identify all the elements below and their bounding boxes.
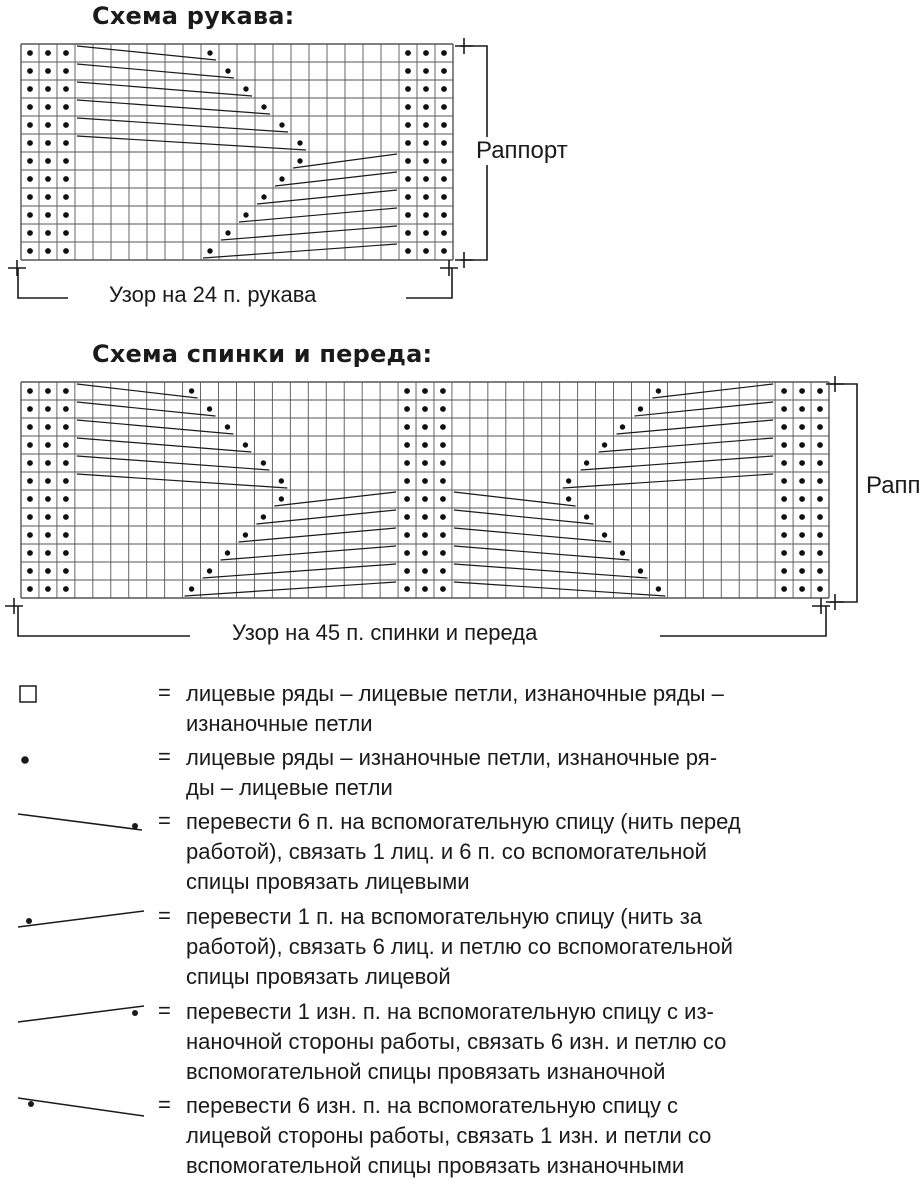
purl-dot [45,532,51,538]
purl-dot [45,586,51,592]
purl-dot [63,50,69,56]
cable-dot [261,194,266,199]
purl-dot [817,568,823,574]
cable-dot [243,442,248,447]
cable-dot [584,460,589,465]
purl-dot [27,158,33,164]
legend-equals: = [158,998,171,1023]
cable-dot [225,424,230,429]
purl-dot [405,140,411,146]
legend-item-purl [0,744,903,800]
purl-dot [27,68,33,74]
cable-left-down-icon [14,1094,154,1120]
cable-dot [207,568,212,573]
purl-dot [440,568,446,574]
purl-dot [817,424,823,430]
purl-dot [404,586,410,592]
purl-dot [405,68,411,74]
purl-dot [45,212,51,218]
cable-cross [77,402,216,416]
purl-dot [799,496,805,502]
sleeve-rapport-label: Раппорт [476,137,568,164]
purl-dot [440,424,446,430]
purl-dot [63,86,69,92]
purl-dot [404,388,410,394]
cable-dot [602,532,607,537]
purl-dot [45,550,51,556]
cable-dot [243,212,248,217]
purl-dot [817,514,823,520]
purl-dot [441,176,447,182]
purl-dot [440,550,446,556]
purl-dot [63,388,69,394]
purl-dot [27,176,33,182]
purl-dot [404,514,410,520]
purl-dot [45,158,51,164]
purl-dot [440,460,446,466]
cable-cross [77,100,270,114]
purl-dot [45,568,51,574]
cable-dot [584,514,589,519]
purl-dot [423,230,429,236]
purl-dot [422,496,428,502]
cable-cross [203,244,397,258]
sleeve-chart-grid [21,44,453,260]
cable-cross [77,456,270,470]
cable-dot [656,388,661,393]
cable-cross [77,64,234,78]
purl-dot [422,532,428,538]
cable-dot [261,104,266,109]
cable-dot [225,68,230,73]
purl-dot [799,424,805,430]
cable-left-up-icon [14,905,154,931]
purl-dot [63,478,69,484]
cable-dot [207,50,212,55]
purl-dot [63,194,69,200]
purl-dot [405,212,411,218]
purl-dot [440,514,446,520]
purl-dot [63,442,69,448]
legend-description: перевести 1 п. на вспомогательную спицу (нить за работой), связать 6 лиц. и петлю со вспомогательной спицы провязать лицевой [186,904,733,989]
purl-dot [27,496,33,502]
purl-dot [423,50,429,56]
legend-equals: = [158,808,171,833]
body-chart-grid [21,382,829,598]
cable-cross [77,118,288,132]
purl-dot [27,514,33,520]
purl-dot [799,388,805,394]
purl-dot [817,442,823,448]
purl-dot [27,442,33,448]
cable-dot [207,248,212,253]
legend-item-knit [0,680,903,736]
purl-dot [441,50,447,56]
legend-description: перевести 6 изн. п. на вспомогательную спицу с лицевой стороны работы, связать 1 изн. и петли со вспомогательной спицы провязать изнаночными [186,1093,712,1178]
legend-description: лицевые ряды – изнаночные петли, изнаночные ря- ды – лицевые петли [186,745,718,800]
purl-dot [45,194,51,200]
body-chart-title: Схема спинки и переда: [92,340,433,368]
cable-cross [454,528,612,542]
purl-dot [45,514,51,520]
sleeve-chart-brackets [8,38,487,298]
purl-dot [63,406,69,412]
purl-dot [405,194,411,200]
purl-dot [422,586,428,592]
purl-dot [404,460,410,466]
purl-dot [781,406,787,412]
cable-cross [203,564,397,578]
purl-dot [63,586,69,592]
cable-cross [563,474,773,488]
purl-dot [63,568,69,574]
purl-dot [441,158,447,164]
purl-dot [422,514,428,520]
purl-dot [27,194,33,200]
purl-dot [27,122,33,128]
purl-dot [817,496,823,502]
purl-dot [781,460,787,466]
purl-dot [63,212,69,218]
purl-dot [405,176,411,182]
cable-cross [634,402,773,416]
purl-dot [404,568,410,574]
legend-item-cable-2 [0,903,903,989]
cable-dot [638,406,643,411]
purl-dot [441,140,447,146]
purl-dot [817,586,823,592]
empty-square-icon [18,684,40,706]
purl-dot [45,478,51,484]
purl-dot [63,460,69,466]
purl-dot [781,496,787,502]
purl-dot [45,496,51,502]
cable-dot [279,176,284,181]
cable-dot [279,478,284,483]
cable-cross [454,564,648,578]
purl-dot [63,68,69,74]
purl-dot [63,176,69,182]
cable-cross [454,492,576,506]
purl-dot [799,442,805,448]
purl-dot [27,532,33,538]
purl-dot [423,212,429,218]
purl-dot [404,496,410,502]
cable-dot [261,460,266,465]
purl-dot [404,550,410,556]
purl-dot [423,248,429,254]
purl-dot [63,496,69,502]
cable-cross [274,492,396,506]
purl-dot [799,550,805,556]
purl-dot [422,550,428,556]
purl-dot [781,586,787,592]
purl-dot [27,86,33,92]
cable-dot [638,568,643,573]
purl-dot [423,176,429,182]
purl-dot [63,122,69,128]
cable-cross [77,82,252,96]
cable-cross [238,528,396,542]
legend-equals: = [158,744,171,769]
purl-dot [799,568,805,574]
cable-cross [275,172,397,186]
purl-dot [405,50,411,56]
purl-dot [440,406,446,412]
purl-dot [63,532,69,538]
cable-cross [617,420,774,434]
purl-dot [45,122,51,128]
purl-dot [440,586,446,592]
purl-dot [63,158,69,164]
purl-dot [781,514,787,520]
purl-dot [440,388,446,394]
purl-dot [45,50,51,56]
purl-dot [441,122,447,128]
purl-dot [422,568,428,574]
purl-dot [405,122,411,128]
purl-dot [27,568,33,574]
purl-dot [781,424,787,430]
purl-dot [27,388,33,394]
purl-dot [27,586,33,592]
legend-item-cable-1 [0,808,903,894]
cable-dot [261,514,266,519]
purl-dot [817,550,823,556]
purl-dot [422,388,428,394]
purl-dot [781,478,787,484]
purl-dot [405,158,411,164]
purl-dot [440,478,446,484]
purl-dot [423,140,429,146]
legend-item-cable-3 [0,998,903,1084]
cable-dot [602,442,607,447]
purl-dot [799,406,805,412]
sleeve-chart-title: Схема рукава: [92,2,295,30]
purl-dot [422,478,428,484]
purl-dot [63,514,69,520]
purl-dot [45,424,51,430]
cable-dot [279,496,284,501]
purl-dot [441,248,447,254]
purl-dot [781,550,787,556]
purl-dot [817,388,823,394]
purl-dot [45,230,51,236]
purl-dot [817,478,823,484]
purl-dot [45,104,51,110]
body-chart-brackets [5,376,857,636]
cable-cross [77,438,252,452]
purl-dot [781,532,787,538]
purl-dot [63,104,69,110]
cable-cross [239,208,397,222]
purl-dot [45,86,51,92]
purl-dot [441,68,447,74]
purl-dot [817,532,823,538]
purl-dot [27,140,33,146]
purl-dot [27,478,33,484]
purl-dot [404,442,410,448]
purl-dot [27,248,33,254]
purl-dot [45,176,51,182]
cable-cross [599,438,774,452]
purl-dot [63,248,69,254]
purl-dot [440,532,446,538]
cable-cross [77,420,234,434]
body-rapport-label: Рапп [866,472,921,499]
legend-description: лицевые ряды – лицевые петли, изнаночные ряды – изнаночные петли [186,681,724,736]
purl-dot [440,442,446,448]
purl-dot [27,406,33,412]
purl-dot [441,212,447,218]
purl-dot [423,122,429,128]
cable-cross [77,474,287,488]
purl-dot [817,406,823,412]
purl-dot [45,140,51,146]
cable-dot [243,86,248,91]
legend-equals: = [158,903,171,928]
purl-dot [441,104,447,110]
legend-equals: = [158,680,171,705]
cable-dot [566,478,571,483]
cable-dot [620,550,625,555]
purl-dot [799,586,805,592]
purl-dot [27,212,33,218]
purl-dot [440,496,446,502]
purl-dot [27,50,33,56]
purl-dot [423,68,429,74]
purl-dot [423,86,429,92]
legend-item-cable-4 [0,1092,903,1178]
purl-dot [423,194,429,200]
cable-cross [77,46,216,60]
cable-dot [279,122,284,127]
body-chart-caption: Узор на 45 п. спинки и переда [226,620,543,646]
purl-dot [781,388,787,394]
cable-dot [620,424,625,429]
legend-description: перевести 1 изн. п. на вспомогательную спицу с из- наночной стороны работы, связать 6 изн. и петлю со вспомогательной спицы провязать изнаночной [186,999,727,1084]
purl-dot [405,104,411,110]
cable-dot [297,158,302,163]
cable-cross [581,456,774,470]
purl-dot [45,68,51,74]
cable-right-down-icon [14,810,154,836]
purl-dot [45,388,51,394]
purl-dot [27,424,33,430]
purl-dot [422,406,428,412]
purl-dot [423,104,429,110]
purl-dot [405,230,411,236]
cable-dot [207,406,212,411]
purl-dot [404,532,410,538]
cable-dot [189,388,194,393]
purl-dot [63,230,69,236]
purl-dot [63,140,69,146]
purl-dot [799,478,805,484]
purl-dot [781,442,787,448]
legend-equals: = [158,1092,171,1117]
purl-dot [27,104,33,110]
cable-right-up-icon [14,1000,154,1026]
cable-cross [652,384,773,398]
purl-dot [422,460,428,466]
purl-dot [27,230,33,236]
purl-dot [404,478,410,484]
cable-dot [566,496,571,501]
dot-icon [18,750,38,770]
purl-dot [63,424,69,430]
legend-description: перевести 6 п. на вспомогательную спицу (нить перед работой), связать 1 лиц. и 6 п. со вспомогательной спицы провязать лицевыми [186,809,741,894]
purl-dot [422,442,428,448]
purl-dot [45,406,51,412]
purl-dot [441,194,447,200]
purl-dot [817,460,823,466]
purl-dot [27,460,33,466]
purl-dot [799,532,805,538]
purl-dot [799,460,805,466]
cable-dot [225,230,230,235]
cable-dot [243,532,248,537]
cable-cross [77,384,198,398]
sleeve-chart-caption: Узор на 24 п. рукава [103,282,322,308]
purl-dot [799,514,805,520]
purl-dot [45,460,51,466]
purl-dot [405,248,411,254]
cable-dot [225,550,230,555]
cable-dot [189,586,194,591]
purl-dot [422,424,428,430]
purl-dot [423,158,429,164]
purl-dot [781,568,787,574]
purl-dot [404,424,410,430]
purl-dot [404,406,410,412]
purl-dot [27,550,33,556]
cable-dot [656,586,661,591]
purl-dot [45,442,51,448]
purl-dot [441,230,447,236]
purl-dot [441,86,447,92]
purl-dot [63,550,69,556]
cable-dot [297,140,302,145]
purl-dot [45,248,51,254]
purl-dot [405,86,411,92]
